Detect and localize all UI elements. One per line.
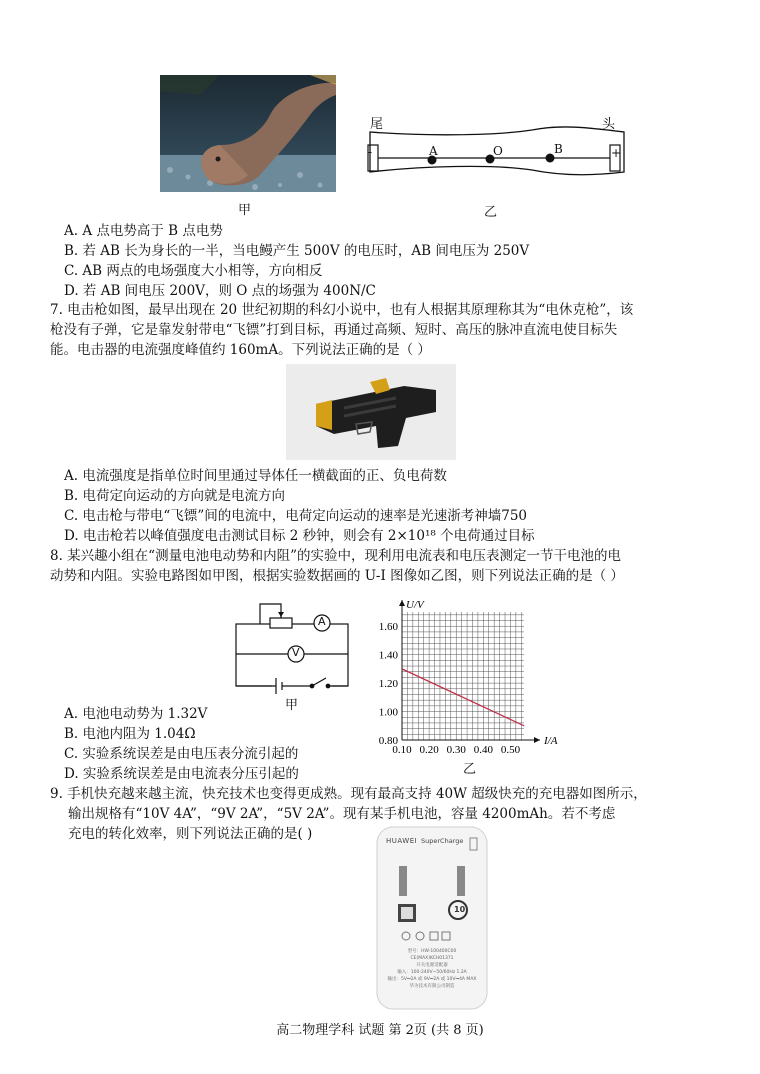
x-axis-label: I/A xyxy=(544,735,558,747)
point-o-label: O xyxy=(493,144,503,158)
q9-stem-line-1: 9. 手机快充越来越主流，快充技术也变得更成熟。现有最高支持 40W 超级快充的充电器如图所示， xyxy=(50,786,647,802)
y-tick-label: 1.60 xyxy=(378,621,398,634)
charger-brand: HUAWEI xyxy=(386,837,418,845)
chart-caption: 乙 xyxy=(463,762,477,777)
q9-stem-line-2: 输出规格有“10V 4A”，“9V 2A”，“5V 2A”。现有某手机电池，容量 4200mAh。若不考虑 xyxy=(68,806,616,822)
x-tick-label: 0.30 xyxy=(446,744,466,756)
charger-spec-line: CE(MAX)KCH01371 xyxy=(410,956,454,961)
fish-tail-label: 尾 xyxy=(370,117,384,132)
y-tick-label: 1.40 xyxy=(378,649,398,662)
x-tick-label: 0.40 xyxy=(473,744,493,756)
q6-option-b: B. 若 AB 长为身长的一半，当电鳗产生 500V 的电压时，AB 间电压为 250V xyxy=(64,243,530,259)
y-axis-label: U/V xyxy=(406,599,424,611)
q8-stem-line-2: 动势和内阻。实验电路图如甲图，根据实验数据画的 U-I 图像如乙图，则下列说法正确的是（ ） xyxy=(50,568,624,584)
q8-option-b: B. 电池内阻为 1.04Ω xyxy=(64,726,196,742)
terminal-plus: + xyxy=(611,146,622,160)
page-footer: 高二物理学科 试题 第 2页 (共 8 页) xyxy=(276,1023,484,1038)
fish-head-label: 头 xyxy=(602,117,616,132)
y-tick-label: 1.00 xyxy=(378,706,398,719)
point-b-label: B xyxy=(554,142,563,156)
q6-option-a: A. A 点电势高于 B 点电势 xyxy=(64,223,223,239)
ammeter-label: A xyxy=(318,615,326,628)
charger-spec-line: 华为技术有限公司制造 xyxy=(409,984,455,989)
charger-spec-line: 型号：HW-100400C00 xyxy=(407,949,457,954)
q7-stem-line-3: 能。电击器的电流强度峰值约 160mA。下列说法正确的是（ ） xyxy=(50,342,431,358)
q6-option-c: C. AB 两点的电场强度大小相等，方向相反 xyxy=(64,263,323,279)
q8-option-d: D. 实验系统误差是由电流表分压引起的 xyxy=(64,766,299,782)
y-tick-label: 1.20 xyxy=(378,678,398,691)
charger-photo xyxy=(376,826,488,1010)
charger-spec-line: 开关电源适配器 xyxy=(416,963,448,968)
y-tick-label: 0.80 xyxy=(378,735,398,747)
x-axis-arrow xyxy=(534,737,540,743)
charger-badge: 10 xyxy=(454,905,466,914)
fig6-caption-right: 乙 xyxy=(484,205,498,220)
point-a-label: A xyxy=(429,144,438,158)
q8-option-c: C. 实验系统误差是由电压表分流引起的 xyxy=(64,746,299,762)
q7-stem-line-1: 7. 电击枪如图，最早出现在 20 世纪初期的科幻小说中，也有人根据其原理称其为“电休克枪”，该 xyxy=(50,302,634,318)
q6-option-d: D. 若 AB 间电压 200V，则 O 点的场强为 400N/C xyxy=(64,283,376,299)
q8-stem-line-1: 8. 某兴趣小组在“测量电池电动势和内阻”的实验中，现利用电流表和电压表测定一节干电池的电 xyxy=(50,548,621,564)
q8-option-a: A. 电池电动势为 1.32V xyxy=(64,706,208,722)
q7-option-b: B. 电荷定向运动的方向就是电流方向 xyxy=(64,488,286,504)
q7-option-c: C. 电击枪与带电“飞镖”间的电流中，电荷定向运动的速率是光速浙考神墙750 xyxy=(64,508,528,524)
charger-spec-line: 输出：5V⎓2A 或 9V⎓2A 或 10V⎓4A MAX xyxy=(387,977,477,982)
q9-stem-line-3: 充电的转化效率，则下列说法正确的是( ) xyxy=(68,826,313,842)
x-tick-label: 0.20 xyxy=(419,744,439,756)
charger-spec-text xyxy=(380,948,484,990)
charger-spec-line: 输入：100-240V~50/60Hz 1.2A xyxy=(397,970,467,975)
eel-photo xyxy=(160,75,336,192)
q7-option-a: A. 电流强度是指单位时间里通过导体任一横截面的正、负电荷数 xyxy=(64,468,447,484)
stun-gun-photo xyxy=(286,364,456,460)
fig6-caption-left: 甲 xyxy=(238,203,252,218)
terminal-minus: - xyxy=(368,145,373,159)
q7-option-d: D. 电击枪若以峰值强度电击测试目标 2 秒钟，则会有 2×10¹⁸ 个电荷通过目标 xyxy=(64,528,535,544)
x-tick-label: 0.50 xyxy=(500,744,521,756)
u-i-chart xyxy=(368,594,568,764)
x-tick-label: 0.10 xyxy=(392,744,412,756)
circuit-caption: 甲 xyxy=(285,698,299,713)
y-axis-arrow xyxy=(399,600,405,606)
voltmeter-label: V xyxy=(292,646,300,659)
charger-model-tag: SuperCharge xyxy=(421,837,464,845)
q7-stem-line-2: 枪没有子弹，它是靠发射带电“飞镖”打到目标，再通过高频、短时、高压的脉冲直流电使目标失 xyxy=(50,322,618,338)
